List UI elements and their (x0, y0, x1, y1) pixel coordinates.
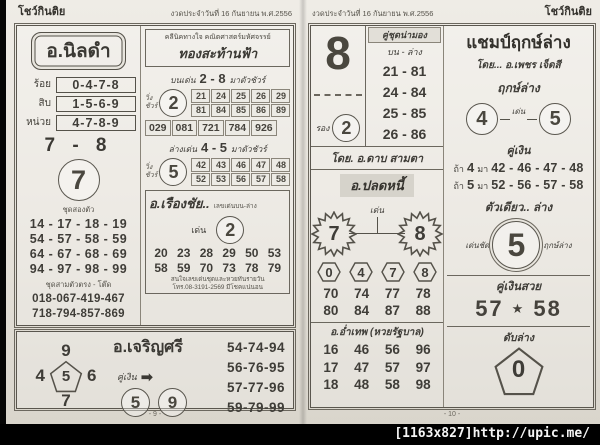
ruangchai-row: 20 23 28 29 50 53 (154, 246, 282, 260)
kungern-label: คู่เงิน (117, 372, 137, 382)
section-thong (141, 26, 294, 325)
contact-phone: โทร.08-3191-2569 มีโชคแน่นอน (172, 283, 263, 291)
rerk-label: ฤกษ์ล่าง (497, 81, 540, 95)
den-digit-circle: 2 (216, 216, 244, 244)
ruangchai-row: 58 59 70 73 78 79 (154, 261, 282, 275)
set2-label: ชุดสองตัว (62, 205, 95, 214)
if-numbers: 42 - 46 - 47 - 48 (491, 161, 584, 175)
grid-cell: 24 (211, 89, 230, 103)
dab-byline: โดย. อ.ดาบ สามตา (311, 147, 443, 170)
row-label: สิบ (38, 98, 51, 109)
set3-row: 018-067-419-467 (32, 293, 125, 305)
grid-cell: 81 (191, 104, 210, 118)
plodnee-title: อ.ปลดหนี้ (340, 174, 414, 197)
ruangchai-den (149, 216, 286, 244)
run-label: วิ่ง (145, 95, 153, 102)
cluster-right-digit: 6 (87, 366, 97, 385)
hex-digit: 8 (421, 264, 429, 280)
amthep-title: อ.อ่ำเทพ (หวยรัฐบาล) (330, 327, 424, 338)
connector-dash (500, 119, 510, 120)
right-page-header (308, 2, 596, 22)
issue-date: งวดประจำวันที่ 16 กันยายน พ.ศ.2556 (312, 9, 434, 18)
grid-cell: 48 (271, 158, 290, 172)
grid-cell: 21 (191, 89, 210, 103)
nildam-row-units (21, 115, 136, 131)
run-labels (145, 164, 157, 180)
connector-dash (527, 119, 537, 120)
number-row: 54-74-94 (226, 340, 285, 355)
dab-pairs-cell (366, 26, 443, 146)
cluster-bottom-digit: 7 (61, 391, 71, 410)
triple-cell: 081 (172, 120, 198, 136)
rong-label: รอง (315, 123, 330, 133)
left-page-header (14, 2, 296, 22)
hexagon-shape (380, 261, 406, 283)
paper-background (6, 0, 600, 424)
number-row: 59-79-99 (226, 400, 285, 415)
dablang-label: ดับล่าง (503, 332, 534, 344)
plodnee-row: 70 74 77 78 (323, 286, 431, 301)
if-row-4 (453, 160, 583, 177)
page-fold (299, 0, 307, 424)
contact-note: สนใจเลขเด่นชุดและหวยทันรายวัน (170, 276, 265, 283)
number-row: 56-76-95 (226, 360, 285, 375)
den-label: บนเด่น (170, 75, 196, 85)
thong-title: ทองสะท้านฟ้า (178, 46, 258, 61)
if-mid: มา (477, 181, 489, 191)
left-main-box (16, 25, 294, 326)
grid-cell: 85 (231, 104, 250, 118)
row-label: ร้อย (33, 79, 51, 90)
section-nildam (17, 26, 141, 325)
pentagon-shape (493, 346, 545, 394)
dashed-divider (314, 94, 363, 96)
den-suffix: มาตัวชัวร์ (231, 144, 267, 154)
thong-header-box (145, 29, 290, 67)
den-label: เด่น (191, 225, 207, 235)
section-champ (444, 26, 593, 407)
run-digit-circle: 5 (159, 158, 187, 186)
bottom-number-grid (191, 158, 290, 186)
section-ruangchai (145, 190, 290, 294)
grid-cell: 58 (271, 173, 290, 187)
den-digits: 4 - 5 (201, 140, 228, 155)
amthep-row: 17 47 57 97 (323, 359, 431, 375)
charoensri-numbers (227, 338, 285, 418)
kungern-row (117, 368, 153, 386)
den-label: เด่น (369, 205, 385, 215)
star-digit: 8 (414, 222, 426, 245)
den-label: ล่างเด่น (168, 144, 198, 154)
right-page (308, 2, 596, 420)
kungern-digit-circle: 5 (121, 388, 150, 417)
top-number-grid (191, 89, 290, 117)
pair-b: 58 (533, 296, 562, 321)
set2-row: 64 - 67 - 68 - 69 (29, 247, 128, 261)
grid-cell: 43 (211, 158, 230, 172)
plodnee-row: 80 84 87 88 (323, 303, 431, 318)
rong-digit-circle: 2 (332, 114, 360, 142)
number-row: 57-77-96 (226, 380, 285, 395)
dablang-box (447, 326, 590, 394)
nildam-title: อ.นิลดำ (31, 32, 125, 70)
top-den-line (145, 71, 290, 87)
ruangchai-subtitle: เลขเด่นบน-ล่าง (213, 203, 257, 210)
triples-row (145, 120, 290, 136)
sure-label: ชัวร์ (145, 103, 158, 110)
digit-cluster (23, 342, 109, 410)
run-labels (145, 95, 157, 111)
nildam-big-digit-circle: 7 (58, 159, 100, 201)
grid-cell: 47 (251, 158, 270, 172)
charoensri-title: อ.เจริญศรี (113, 339, 183, 356)
if-numbers: 52 - 56 - 57 - 58 (491, 178, 584, 192)
plodnee-stars (307, 205, 447, 257)
triple-cell: 784 (225, 120, 251, 136)
section-dab (311, 26, 443, 147)
run-digit-circle: 2 (159, 89, 187, 117)
set2-row: 94 - 97 - 98 - 99 (29, 262, 128, 276)
top-run-row (145, 89, 290, 117)
section-charoensri (16, 331, 294, 415)
triple-cell: 926 (251, 120, 277, 136)
den-digit-circle: 5 (539, 103, 571, 135)
grid-cell: 84 (211, 104, 230, 118)
if-mid: มา (477, 164, 489, 174)
pair-row: 26 - 86 (382, 126, 427, 142)
single-label: ตัวเดียว.. ล่าง (484, 202, 553, 214)
grid-cell: 86 (251, 104, 270, 118)
kungern-digit-circle: 9 (158, 388, 187, 417)
grid-cell: 56 (231, 173, 250, 187)
section-plodnee (311, 170, 443, 323)
dab-main-cell (311, 26, 366, 146)
right-page-left-column (311, 26, 444, 407)
star-digit: 7 (328, 222, 340, 245)
if-digit: 4 (466, 160, 475, 175)
dab-rong (316, 114, 361, 142)
den-digits: 2 - 8 (199, 71, 226, 86)
if-prefix: ถ้า (453, 181, 464, 191)
right-main-box (310, 25, 594, 408)
bottom-run-row (145, 158, 290, 186)
grid-cell: 29 (271, 89, 290, 103)
dab-main-digit: 8 (325, 27, 351, 79)
champ-den-circles (466, 103, 571, 135)
grid-cell: 42 (191, 158, 210, 172)
right-arrow-icon: ➡ (140, 369, 154, 386)
suay-title: คู่เงินสวย (495, 281, 542, 293)
nildam-row-tens (21, 96, 136, 112)
run-label: วิ่ง (145, 164, 153, 171)
cluster-penta-digit: 5 (61, 367, 71, 385)
pairs-title: คู่ชุดน่ามอง (368, 27, 441, 43)
cluster-left-digit: 4 (35, 366, 45, 385)
grid-cell: 25 (231, 89, 250, 103)
pair-row: 25 - 85 (382, 105, 427, 121)
if-prefix: ถ้า (453, 164, 464, 174)
set3-label: ชุดสามตัวตรง - โต๊ด (45, 280, 112, 289)
section-amthep (311, 323, 443, 396)
hexagon-shape (412, 261, 438, 283)
nildam-row-hundreds (21, 77, 136, 93)
magazine-logo: โชว์กินติย (544, 6, 592, 18)
hex-digit: 4 (357, 264, 365, 280)
pair-a: 57 (475, 296, 504, 321)
grid-cell: 53 (211, 173, 230, 187)
set2-row: 14 - 17 - 18 - 19 (29, 217, 128, 231)
hexagon-shape (316, 261, 342, 283)
hexagon-shape (348, 261, 374, 283)
row-value: 1-5-6-9 (56, 96, 136, 112)
champ-title: แชมป์ฤกษ์ล่าง (466, 33, 571, 52)
set3-row: 718-794-857-869 (32, 307, 125, 320)
amthep-row: 18 48 58 98 (323, 377, 431, 392)
upic-caption: [1163x827]http://upic.me/ (0, 424, 600, 445)
grid-cell: 26 (251, 89, 270, 103)
den-digit-circle: 4 (466, 103, 498, 135)
bottom-den-line (145, 140, 290, 156)
big-digit-suffix: ฤกษ์ล่าง (543, 240, 572, 250)
grid-cell: 52 (191, 173, 210, 187)
den-suffix: มาตัวชัวร์ (229, 75, 266, 85)
row-value: 0-4-7-8 (56, 77, 136, 93)
dablang-digit: 0 (511, 356, 526, 383)
hexagon-row (316, 261, 438, 283)
if-row-5 (453, 177, 583, 194)
magazine-logo: โชว์กินติย (18, 6, 66, 18)
pairs-subtitle: บน - ล่าง (387, 47, 422, 57)
big-digit-row (465, 221, 571, 269)
kungern-circles (121, 388, 187, 417)
starburst-shape (397, 211, 443, 257)
ruangchai-title: อ.เรืองชัย.. (149, 196, 210, 211)
set2-row: 54 - 57 - 58 - 59 (29, 232, 128, 246)
row-value: 4-7-8-9 (56, 115, 136, 131)
if-digit: 5 (466, 177, 475, 192)
hex-digit: 7 (389, 264, 397, 280)
suay-pair (447, 296, 590, 322)
nildam-pair-head: 7 - 8 (44, 135, 113, 156)
connector-line (357, 205, 397, 257)
grid-cell: 89 (271, 104, 290, 118)
issue-date: งวดประจำวันที่ 16 กันยายน พ.ศ.2556 (170, 9, 292, 18)
left-page-number: - 9 - (148, 411, 162, 418)
pair-row: 24 - 84 (382, 84, 427, 100)
den-label: เด่น (511, 106, 526, 116)
big-digit-circle: 5 (492, 221, 540, 269)
champ-byline: โดย... อ.เพชร เจ็ดสี (476, 60, 561, 71)
right-page-number: - 10 - (443, 411, 461, 418)
row-label: หน่วย (26, 117, 51, 128)
triple-cell: 029 (145, 120, 171, 136)
kungern-label: คู่เงิน (506, 145, 531, 157)
starburst-shape (311, 211, 357, 257)
kungern-suay-box (447, 275, 590, 322)
pair-row: 21 - 81 (382, 63, 427, 79)
star-icon: ★ (511, 301, 526, 316)
cluster-top-digit: 9 (61, 341, 71, 360)
hex-digit: 0 (325, 264, 333, 280)
triple-cell: 721 (198, 120, 224, 136)
grid-cell: 57 (251, 173, 270, 187)
amthep-row: 16 46 56 96 (323, 342, 431, 357)
sure-label: ชัวร์ (145, 172, 158, 179)
left-page (14, 2, 296, 420)
grid-cell: 46 (231, 158, 250, 172)
denchad-label: เด่นชัด (465, 240, 490, 250)
pentagon-shape (49, 360, 83, 392)
clinic-line: คลีนิคทางใจ คณิตศาสตร์มหัศจรรย์ (164, 34, 271, 41)
